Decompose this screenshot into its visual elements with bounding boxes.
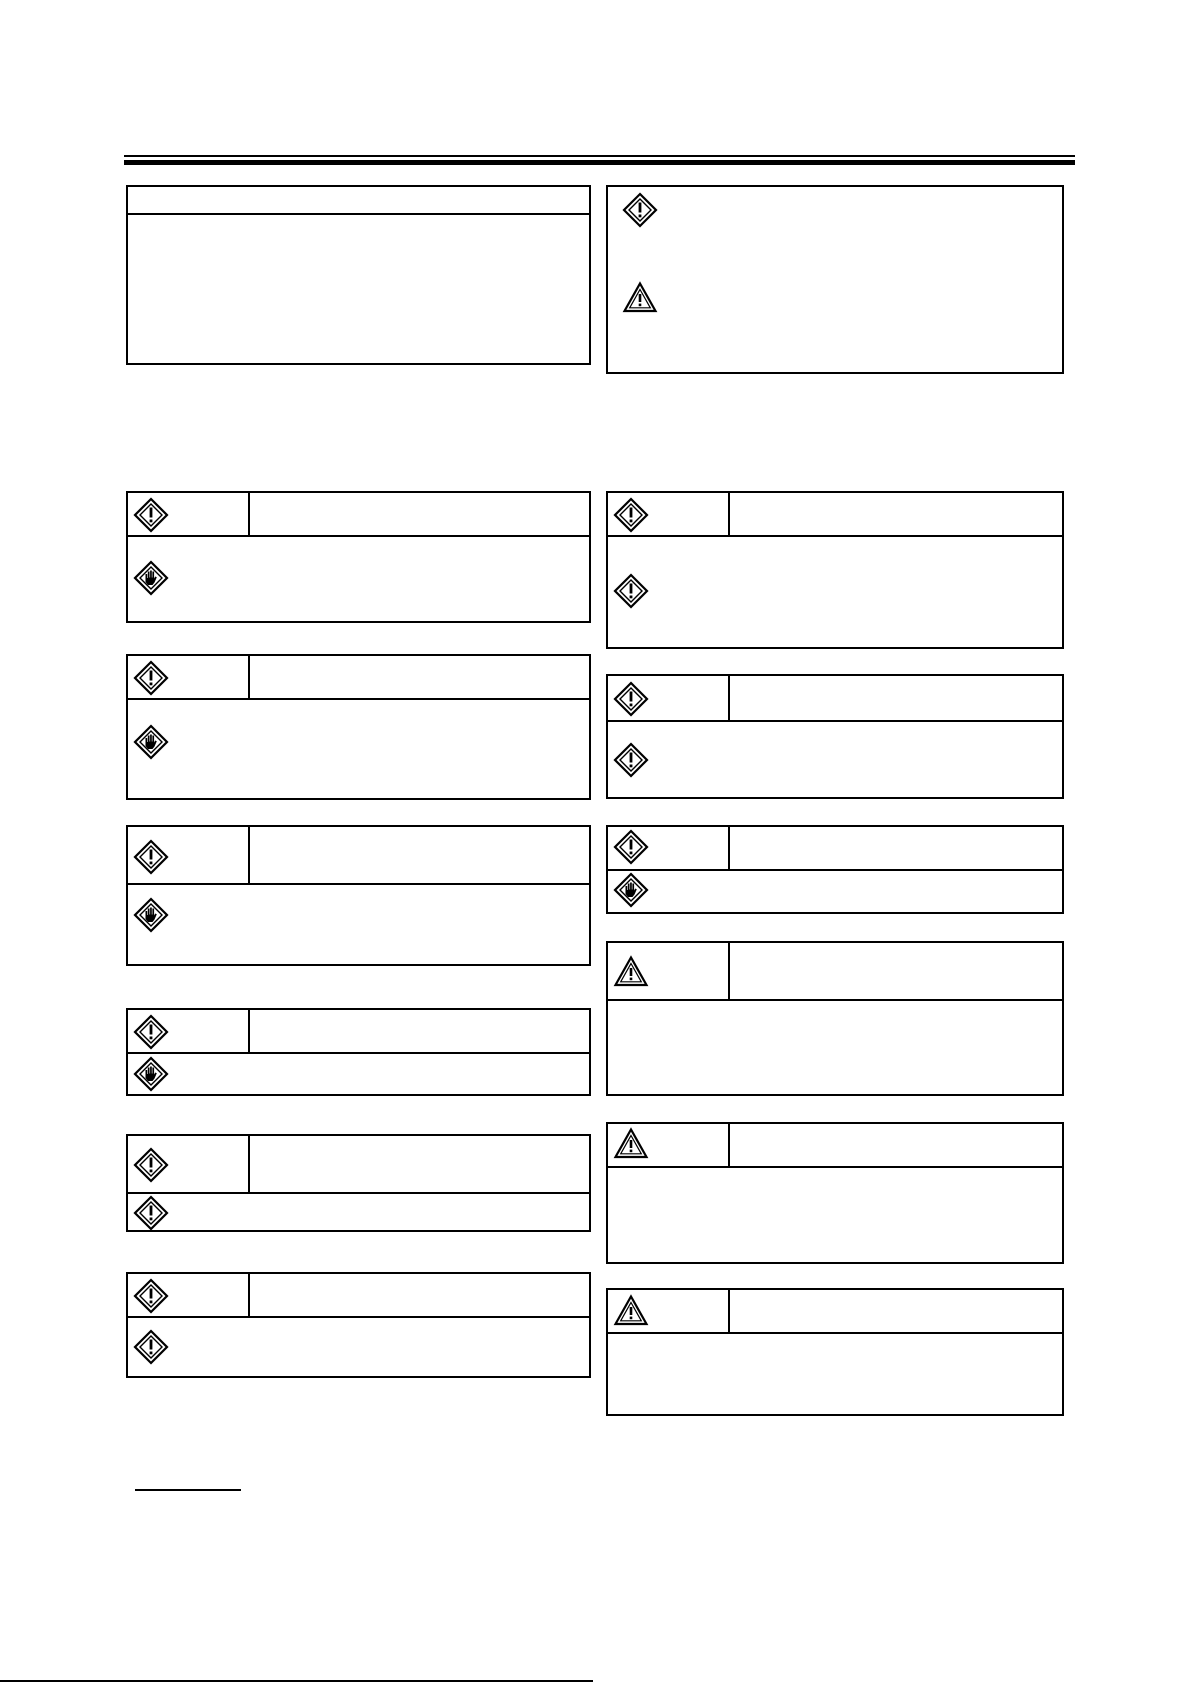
header-divider <box>608 535 1062 537</box>
label-divider <box>248 1136 250 1194</box>
notice-left-2 <box>126 654 591 800</box>
mandatory-icon <box>133 1278 169 1314</box>
mandatory-icon <box>133 839 169 875</box>
label-divider <box>248 656 250 700</box>
mandatory-icon <box>613 829 649 865</box>
notice-right-4 <box>606 941 1064 1096</box>
label-divider <box>728 676 730 722</box>
intro-box <box>126 185 591 365</box>
mandatory-icon <box>133 660 169 696</box>
label-divider <box>728 1124 730 1168</box>
label-divider <box>248 1274 250 1318</box>
notice-left-6 <box>126 1272 591 1378</box>
footnote-rule <box>135 1489 241 1491</box>
notice-left-4 <box>126 1008 591 1096</box>
notice-right-6 <box>606 1288 1064 1416</box>
label-divider <box>248 827 250 885</box>
label-divider <box>248 493 250 537</box>
notice-left-1 <box>126 491 591 623</box>
header-divider <box>128 1316 589 1318</box>
notice-right-2 <box>606 674 1064 799</box>
header-divider <box>608 1166 1062 1168</box>
notice-right-1 <box>606 491 1064 649</box>
mandatory-icon <box>133 1014 169 1050</box>
mandatory-icon <box>133 1329 169 1365</box>
notice-left-3 <box>126 825 591 966</box>
mandatory-icon <box>613 742 649 778</box>
header-rule-thin <box>124 155 1075 157</box>
notice-right-3 <box>606 825 1064 914</box>
legend-box <box>606 185 1064 374</box>
label-divider <box>728 493 730 537</box>
warning-icon <box>622 280 658 316</box>
mandatory-icon <box>622 192 658 228</box>
label-divider <box>728 1290 730 1334</box>
mandatory-icon <box>133 1195 169 1231</box>
header-divider <box>608 999 1062 1001</box>
header-divider <box>128 698 589 700</box>
notice-right-5 <box>606 1122 1064 1264</box>
prohibition-icon <box>133 724 169 760</box>
label-divider <box>728 827 730 871</box>
header-divider <box>608 720 1062 722</box>
header-divider <box>608 1332 1062 1334</box>
prohibition-icon <box>133 1056 169 1092</box>
mandatory-icon <box>133 1147 169 1183</box>
header-divider <box>128 883 589 885</box>
header-divider <box>128 535 589 537</box>
mandatory-icon <box>613 681 649 717</box>
warning-icon <box>613 954 649 990</box>
label-divider <box>728 943 730 1001</box>
intro-divider <box>128 213 589 215</box>
header-divider <box>608 869 1062 871</box>
bottom-page-rule <box>0 1680 593 1682</box>
header-divider <box>128 1052 589 1054</box>
mandatory-icon <box>133 497 169 533</box>
header-divider <box>128 1192 589 1194</box>
notice-left-5 <box>126 1134 591 1232</box>
label-divider <box>248 1010 250 1054</box>
header-rule-thick <box>124 160 1075 165</box>
prohibition-icon <box>133 560 169 596</box>
warning-icon <box>613 1126 649 1162</box>
mandatory-icon <box>613 573 649 609</box>
prohibition-icon <box>613 872 649 908</box>
warning-icon <box>613 1293 649 1329</box>
mandatory-icon <box>613 497 649 533</box>
prohibition-icon <box>133 897 169 933</box>
